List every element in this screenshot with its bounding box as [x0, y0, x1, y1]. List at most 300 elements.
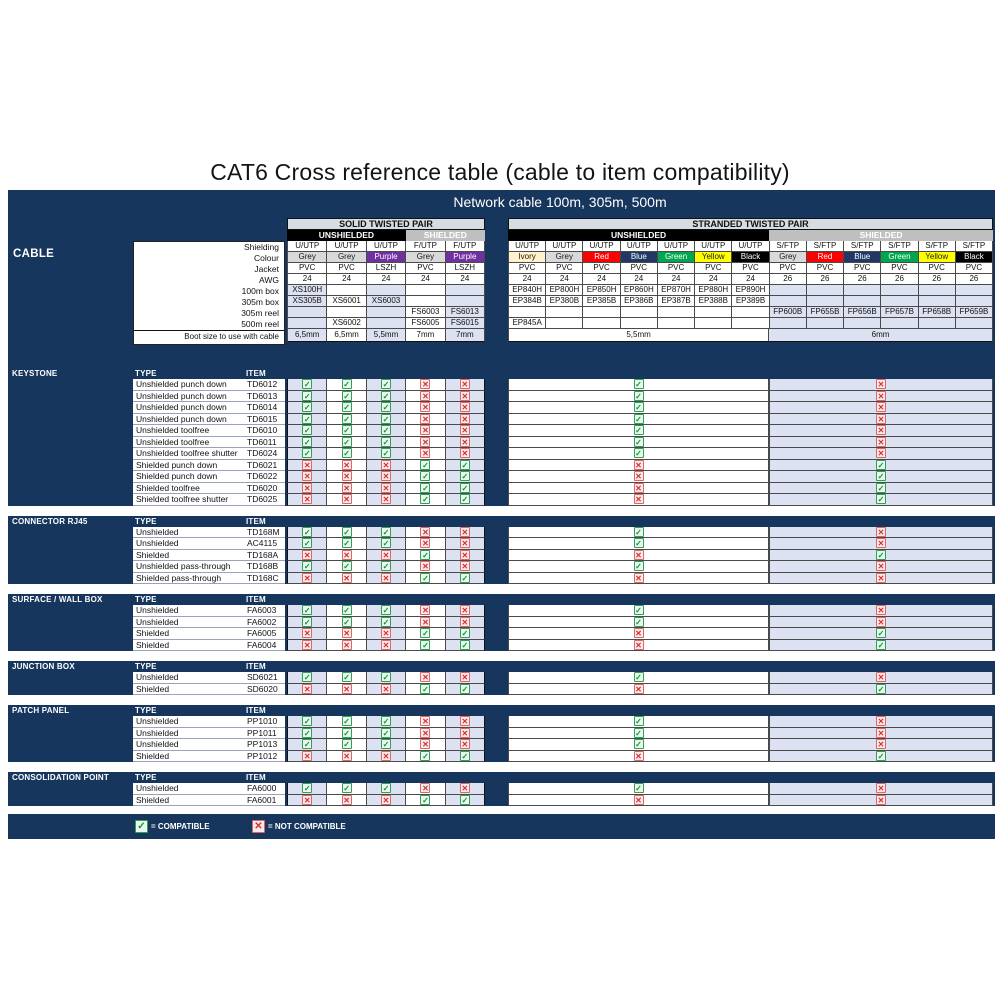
not-compatible-icon: ✕: [422, 449, 429, 459]
compat-cell: [327, 494, 366, 506]
not-compatible-icon: ✕: [303, 573, 311, 583]
compat-cell: [287, 414, 327, 426]
attr-label: Colour: [253, 253, 279, 263]
box-305m-cell: XS6003: [367, 296, 406, 307]
compat-cell: [327, 425, 366, 437]
compatible-icon: ✓: [382, 449, 390, 459]
stranded-unshielded-compat-cell: [508, 716, 769, 728]
attr-label: 100m box: [241, 286, 279, 296]
compatible-icon: ✓: [343, 380, 350, 390]
compatible-icon: ✓: [303, 717, 311, 727]
reel-305m-cell: FS6013: [446, 307, 485, 318]
compat-cell: [446, 425, 485, 437]
jacket-cell: PVC: [770, 263, 807, 274]
awg-row: [508, 274, 993, 285]
item-number: TD6013: [245, 391, 285, 403]
compat-cell: [446, 437, 485, 449]
not-compatible-icon: ✕: [877, 449, 885, 459]
compat-cell: [446, 527, 485, 539]
item-number: TD6011: [245, 437, 285, 449]
compat-cell: [446, 751, 485, 763]
compat-cell: [446, 573, 485, 585]
not-compatible-icon: ✕: [422, 437, 429, 447]
not-compatible-icon: ✕: [343, 751, 350, 761]
compatible-icon: ✓: [382, 617, 390, 627]
not-compatible-icon: ✕: [422, 617, 429, 627]
jacket-row: [508, 263, 993, 274]
compat-cell: [327, 471, 366, 483]
compat-cell: [367, 471, 406, 483]
stranded-shielded-compat-cell: [769, 483, 993, 495]
compat-cell: [406, 448, 445, 460]
awg-cell: 24: [658, 274, 695, 285]
solid-compatibility-cells: [287, 425, 485, 437]
not-compatible-icon: ✕: [382, 460, 390, 470]
compatible-icon: ✓: [343, 391, 350, 401]
box-100m-row: [508, 285, 993, 296]
not-compatible-icon: ✕: [635, 629, 642, 639]
compat-cell: [327, 783, 366, 795]
compat-cell: [367, 573, 406, 585]
not-compatible-icon: ✕: [877, 539, 885, 549]
box-305m-cell: [919, 296, 956, 307]
compat-cell: [406, 605, 445, 617]
compat-cell: [287, 448, 327, 460]
compatible-icon: ✓: [343, 717, 350, 727]
compat-cell: [327, 751, 366, 763]
section-band: [8, 772, 995, 783]
box-100m-cell: EP800H: [546, 285, 583, 296]
compat-cell: [367, 640, 406, 652]
shielding-cell: U/UTP: [583, 241, 620, 252]
not-compatible-icon: ✕: [877, 740, 885, 750]
item-type: Unshielded: [133, 527, 245, 539]
shield-band: [287, 230, 485, 241]
attr-label: Jacket: [254, 264, 279, 274]
shielding-cell: U/UTP: [508, 241, 546, 252]
stranded-unshielded-compat-cell: [508, 728, 769, 740]
attr-label: 500m reel: [241, 319, 279, 329]
stranded-shielded-compat-cell: [769, 573, 993, 585]
legend-not-compatible-label: = NOT COMPATIBLE: [268, 822, 346, 831]
solid-compatibility-cells: [287, 728, 485, 740]
not-compatible-icon: ✕: [635, 550, 642, 560]
stranded-shielded-compat-cell: [769, 561, 993, 573]
not-compatible-icon: ✕: [422, 717, 429, 727]
solid-compatibility-cells: [287, 617, 485, 629]
box-305m-row: [508, 296, 993, 307]
box-100m-cell: EP860H: [621, 285, 658, 296]
compatible-icon: ✓: [382, 527, 390, 537]
compat-cell: [367, 391, 406, 403]
compat-cell: [446, 494, 485, 506]
compat-cell: [406, 538, 445, 550]
item-type: Unshielded: [133, 739, 245, 751]
compat-cell: [287, 783, 327, 795]
stranded-shielded-compat-cell: [769, 437, 993, 449]
not-compatible-icon: ✕: [343, 640, 350, 650]
section-title: PATCH PANEL: [12, 706, 70, 715]
section-rows: [8, 783, 995, 806]
box-305m-cell: [881, 296, 918, 307]
unshielded-band: UNSHIELDED: [287, 230, 406, 241]
reel-305m-cell: FP655B: [807, 307, 844, 318]
solid-compatibility-cells: [287, 672, 485, 684]
compat-cell: [367, 437, 406, 449]
awg-cell: 24: [508, 274, 546, 285]
item-number: TD6010: [245, 425, 285, 437]
reel-305m-cell: [583, 307, 620, 318]
item-number: TD168C: [245, 573, 285, 585]
not-compatible-icon: ✕: [461, 414, 469, 424]
compat-cell: [446, 460, 485, 472]
item-type: Unshielded toolfree: [133, 437, 245, 449]
box-100m-cell: XS100H: [287, 285, 327, 296]
not-compatible-icon: ✕: [877, 414, 885, 424]
box-100m-cell: [327, 285, 366, 296]
awg-cell: 24: [287, 274, 327, 285]
not-compatible-icon: ✕: [422, 784, 429, 794]
compat-cell: [446, 483, 485, 495]
jacket-cell: PVC: [844, 263, 881, 274]
compat-cell: [367, 448, 406, 460]
item-number: FA6000: [245, 783, 285, 795]
compatible-icon: ✓: [635, 717, 642, 727]
reel-305m-cell: [621, 307, 658, 318]
not-compatible-icon: ✕: [422, 403, 429, 413]
not-compatible-icon: ✕: [635, 483, 642, 493]
stranded-shielded-compat-cell: [769, 379, 993, 391]
not-compatible-icon: ✕: [877, 717, 885, 727]
not-compatible-icon: ✕: [635, 495, 642, 505]
boot-size-shielded: 6mm: [769, 329, 993, 342]
compat-cell: [446, 684, 485, 696]
item-column-header: ITEM: [246, 369, 266, 378]
solid-compatibility-cells: [287, 795, 485, 807]
boot-size-cell: 6,5mm: [287, 329, 327, 342]
compatible-icon: ✓: [635, 527, 642, 537]
not-compatible-icon: ✕: [252, 820, 265, 833]
colour-cell: Yellow: [919, 252, 956, 263]
shielding-cell: S/FTP: [807, 241, 844, 252]
box-100m-cell: EP890H: [732, 285, 769, 296]
box-100m-cell: EP880H: [695, 285, 732, 296]
compatible-icon: ✓: [382, 380, 390, 390]
awg-cell: 26: [956, 274, 993, 285]
compat-cell: [367, 728, 406, 740]
compatible-icon: ✓: [877, 751, 885, 761]
stranded-unshielded-compat-cell: [508, 379, 769, 391]
compat-cell: [327, 617, 366, 629]
not-compatible-icon: ✕: [303, 460, 311, 470]
not-compatible-icon: ✕: [877, 437, 885, 447]
compat-cell: [406, 672, 445, 684]
shielding-cell: F/UTP: [406, 241, 445, 252]
item-number: FA6001: [245, 795, 285, 807]
compatible-icon: ✓: [303, 539, 311, 549]
box-305m-cell: [770, 296, 807, 307]
compatibility-sections: [8, 368, 995, 816]
section-consolidation-point: [8, 772, 995, 806]
stranded-shielded-compat-cell: [769, 402, 993, 414]
compatible-icon: ✓: [461, 629, 469, 639]
compat-cell: [287, 391, 327, 403]
compat-cell: [327, 550, 366, 562]
compatible-icon: ✓: [303, 403, 311, 413]
box-100m-cell: [956, 285, 993, 296]
stranded-unshielded-compat-cell: [508, 795, 769, 807]
reel-305m-cell: [287, 307, 327, 318]
table-row: [8, 617, 995, 629]
item-type: Unshielded: [133, 605, 245, 617]
item-type: Unshielded punch down: [133, 379, 245, 391]
table-row: [8, 716, 995, 728]
stranded-shielded-compat-cell: [769, 783, 993, 795]
section-junction-box: [8, 661, 995, 695]
compatible-icon: ✓: [461, 472, 469, 482]
compatible-icon: ✓: [422, 483, 429, 493]
reel-305m-cell: [508, 307, 546, 318]
solid-compatibility-cells: [287, 538, 485, 550]
item-type: Unshielded toolfree shutter: [133, 448, 245, 460]
compat-cell: [367, 414, 406, 426]
not-compatible-icon: ✕: [382, 795, 390, 805]
compat-cell: [446, 783, 485, 795]
attr-label: AWG: [259, 275, 279, 285]
not-compatible-icon: ✕: [382, 684, 390, 694]
compatible-icon: ✓: [877, 495, 885, 505]
table-row: [8, 684, 995, 696]
compatible-icon: ✓: [303, 391, 311, 401]
reel-305m-row: [287, 307, 485, 318]
compatible-icon: ✓: [422, 640, 429, 650]
compat-cell: [287, 739, 327, 751]
compat-cell: [367, 605, 406, 617]
stranded-shielded-compat-cell: [769, 448, 993, 460]
item-type: Unshielded punch down: [133, 391, 245, 403]
shielding-cell: U/UTP: [327, 241, 366, 252]
compatible-icon: ✓: [303, 380, 311, 390]
reel-305m-cell: [658, 307, 695, 318]
box-100m-row: [287, 285, 485, 296]
not-compatible-icon: ✕: [461, 562, 469, 572]
compatible-icon: ✓: [422, 550, 429, 560]
section-surface-wall-box: [8, 594, 995, 651]
not-compatible-icon: ✕: [303, 495, 311, 505]
shielding-cell: U/UTP: [658, 241, 695, 252]
stranded-shielded-compat-cell: [769, 739, 993, 751]
colour-cell: Green: [881, 252, 918, 263]
compat-cell: [287, 573, 327, 585]
item-number: TD6024: [245, 448, 285, 460]
legend-not-compatible: [252, 814, 346, 839]
stranded-unshielded-compat-cell: [508, 471, 769, 483]
item-column-header: ITEM: [246, 662, 266, 671]
compatible-icon: ✓: [877, 640, 885, 650]
reel-305m-cell: FP656B: [844, 307, 881, 318]
item-column-header: ITEM: [246, 516, 266, 526]
not-compatible-icon: ✕: [343, 573, 350, 583]
compat-cell: [406, 728, 445, 740]
compatible-icon: ✓: [382, 391, 390, 401]
not-compatible-icon: ✕: [461, 437, 469, 447]
stranded-twisted-pair-header: [508, 218, 993, 342]
not-compatible-icon: ✕: [461, 391, 469, 401]
not-compatible-icon: ✕: [303, 640, 311, 650]
item-type: Shielded punch down: [133, 471, 245, 483]
not-compatible-icon: ✕: [422, 414, 429, 424]
colour-cell: Grey: [546, 252, 583, 263]
stranded-unshielded-compat-cell: [508, 550, 769, 562]
item-number: SD6021: [245, 672, 285, 684]
compatible-icon: ✓: [343, 414, 350, 424]
compatible-icon: ✓: [382, 426, 390, 436]
not-compatible-icon: ✕: [343, 795, 350, 805]
compatible-icon: ✓: [303, 617, 311, 627]
item-type: Unshielded punch down: [133, 402, 245, 414]
item-type: Unshielded: [133, 716, 245, 728]
compat-cell: [446, 728, 485, 740]
solid-compatibility-cells: [287, 437, 485, 449]
compat-cell: [406, 414, 445, 426]
compat-cell: [406, 684, 445, 696]
shielding-cell: U/UTP: [621, 241, 658, 252]
box-305m-cell: XS305B: [287, 296, 327, 307]
compatible-icon: ✓: [343, 728, 350, 738]
shield-band: [508, 230, 993, 241]
reel-500m-cell: [770, 318, 807, 329]
awg-cell: 26: [770, 274, 807, 285]
solid-compatibility-cells: [287, 783, 485, 795]
compatible-icon: ✓: [303, 437, 311, 447]
compatible-icon: ✓: [382, 539, 390, 549]
box-305m-cell: EP389B: [732, 296, 769, 307]
compat-cell: [446, 739, 485, 751]
table-row: [8, 527, 995, 539]
compat-cell: [406, 494, 445, 506]
not-compatible-icon: ✕: [382, 550, 390, 560]
table-row: [8, 573, 995, 585]
compat-cell: [446, 640, 485, 652]
not-compatible-icon: ✕: [303, 550, 311, 560]
solid-compatibility-cells: [287, 527, 485, 539]
reel-305m-cell: [546, 307, 583, 318]
reel-305m-cell: FP600B: [770, 307, 807, 318]
reel-500m-cell: [844, 318, 881, 329]
stranded-unshielded-compat-cell: [508, 672, 769, 684]
table-row: [8, 471, 995, 483]
table-row: [8, 561, 995, 573]
section-rows: [8, 379, 995, 506]
stranded-shielded-compat-cell: [769, 751, 993, 763]
compat-cell: [406, 561, 445, 573]
colour-cell: Red: [807, 252, 844, 263]
reel-500m-cell: EP845A: [508, 318, 546, 329]
stranded-unshielded-compat-cell: [508, 527, 769, 539]
awg-cell: 24: [732, 274, 769, 285]
compatible-icon: ✓: [635, 403, 642, 413]
section-title: SURFACE / WALL BOX: [12, 595, 103, 604]
boot-size-unshielded: 5,5mm: [508, 329, 769, 342]
not-compatible-icon: ✕: [461, 673, 469, 683]
boot-size-cell: 5,5mm: [367, 329, 406, 342]
type-column-header: TYPE: [135, 516, 157, 526]
reel-305m-cell: [732, 307, 769, 318]
compat-cell: [446, 550, 485, 562]
jacket-cell: PVC: [287, 263, 327, 274]
compatible-icon: ✓: [422, 573, 429, 583]
compat-cell: [367, 494, 406, 506]
compat-cell: [446, 538, 485, 550]
not-compatible-icon: ✕: [303, 751, 311, 761]
table-row: [8, 425, 995, 437]
compatible-icon: ✓: [343, 449, 350, 459]
item-type: Unshielded pass-through: [133, 561, 245, 573]
jacket-cell: PVC: [546, 263, 583, 274]
legend-compatible-label: = COMPATIBLE: [151, 822, 210, 831]
not-compatible-icon: ✕: [461, 550, 469, 560]
stranded-unshielded-compat-cell: [508, 751, 769, 763]
stranded-shielded-compat-cell: [769, 527, 993, 539]
compatible-icon: ✓: [303, 449, 311, 459]
shielding-cell: U/UTP: [367, 241, 406, 252]
stranded-shielded-compat-cell: [769, 460, 993, 472]
box-305m-cell: EP384B: [508, 296, 546, 307]
shielding-cell: S/FTP: [881, 241, 918, 252]
compatible-icon: ✓: [303, 606, 311, 616]
stranded-shielded-compat-cell: [769, 728, 993, 740]
section-band: [8, 661, 995, 672]
compatible-icon: ✓: [382, 562, 390, 572]
reel-500m-cell: [919, 318, 956, 329]
compat-cell: [367, 684, 406, 696]
awg-cell: 24: [327, 274, 366, 285]
colour-cell: Red: [583, 252, 620, 263]
not-compatible-icon: ✕: [422, 391, 429, 401]
compat-cell: [327, 739, 366, 751]
compatible-icon: ✓: [382, 606, 390, 616]
compatible-icon: ✓: [422, 751, 429, 761]
compat-cell: [406, 402, 445, 414]
reel-305m-cell: FP658B: [919, 307, 956, 318]
item-type: Unshielded: [133, 672, 245, 684]
item-type: Shielded: [133, 640, 245, 652]
section-band: [8, 516, 995, 527]
stranded-shielded-compat-cell: [769, 716, 993, 728]
compatible-icon: ✓: [382, 403, 390, 413]
not-compatible-icon: ✕: [461, 728, 469, 738]
solid-compatibility-cells: [287, 684, 485, 696]
not-compatible-icon: ✕: [422, 539, 429, 549]
not-compatible-icon: ✕: [461, 740, 469, 750]
not-compatible-icon: ✕: [303, 795, 311, 805]
compatible-icon: ✓: [303, 426, 311, 436]
table-row: [8, 460, 995, 472]
not-compatible-icon: ✕: [461, 539, 469, 549]
compat-cell: [367, 628, 406, 640]
compatible-icon: ✓: [422, 795, 429, 805]
not-compatible-icon: ✕: [303, 483, 311, 493]
not-compatible-icon: ✕: [343, 629, 350, 639]
stranded-unshielded-compat-cell: [508, 739, 769, 751]
colour-cell: Ivory: [508, 252, 546, 263]
stranded-unshielded-compat-cell: [508, 561, 769, 573]
shielding-cell: S/FTP: [770, 241, 807, 252]
solid-compatibility-cells: [287, 494, 485, 506]
compat-cell: [287, 561, 327, 573]
not-compatible-icon: ✕: [382, 573, 390, 583]
type-column-header: TYPE: [135, 706, 157, 715]
